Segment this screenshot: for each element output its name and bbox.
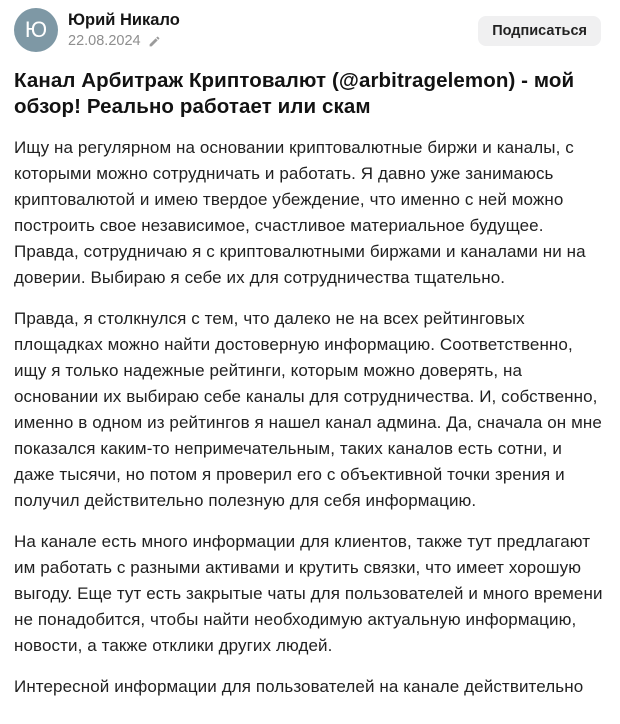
- subscribe-button[interactable]: Подписаться: [478, 16, 601, 46]
- pencil-icon: [148, 35, 161, 48]
- post-paragraph-2: Правда, я столкнулся с тем, что далеко не на всех рейтинговых площадках можно найти достоверную информацию. Соответственно, ищу я только надежные рейтинги, которым можно доверять, на основании их выбираю себе каналы для сотрудничества. И, собственно, именно в одном из рейтингов я нашел канал админа. Да, сначала он мне показался каким-то непримечательным, таких каналов есть сотни, и даже тысячи, но потом я проверил его с объективной точки зрения и получил действительно полезную для себя информацию.: [14, 309, 602, 510]
- post-title: Канал Арбитраж Криптовалют (@arbitragelemon) - мой обзор! Реально работает или скам: [14, 69, 575, 118]
- author-name[interactable]: Юрий Никало: [68, 11, 180, 29]
- post-meta-row: [68, 33, 180, 49]
- post-body: [0, 135, 620, 700]
- post-paragraph-4: Интересной информации для пользователей на канале действительно: [14, 677, 584, 696]
- avatar[interactable]: [14, 8, 58, 52]
- post-paragraph-3: На канале есть много информации для клиентов, также тут предлагают им работать с разными активами и крутить связки, что имеет хорошую выгоду. Еще тут есть закрытые чаты для пользователей и много времени не понадобится, чтобы найти необходимую актуальную информацию, новости, а также отклики других людей.: [14, 532, 603, 655]
- author-block: [68, 11, 180, 49]
- avatar-letter: Ю: [24, 17, 48, 42]
- post-date: 22.08.2024: [68, 33, 141, 49]
- post-paragraph-1: Ищу на регулярном на основании криптовалютные биржи и каналы, с которыми можно сотрудничать и работать. Я давно уже занимаюсь криптовалютой и имею твердое убеждение, что именно с ней можно построить свое независимое, счастливое материальное будущее. Правда, сотрудничаю я с криптовалютными биржами и каналами ни на доверии. Выбираю я себе их для сотрудничества тщательно.: [14, 138, 586, 287]
- post-header: [0, 0, 620, 52]
